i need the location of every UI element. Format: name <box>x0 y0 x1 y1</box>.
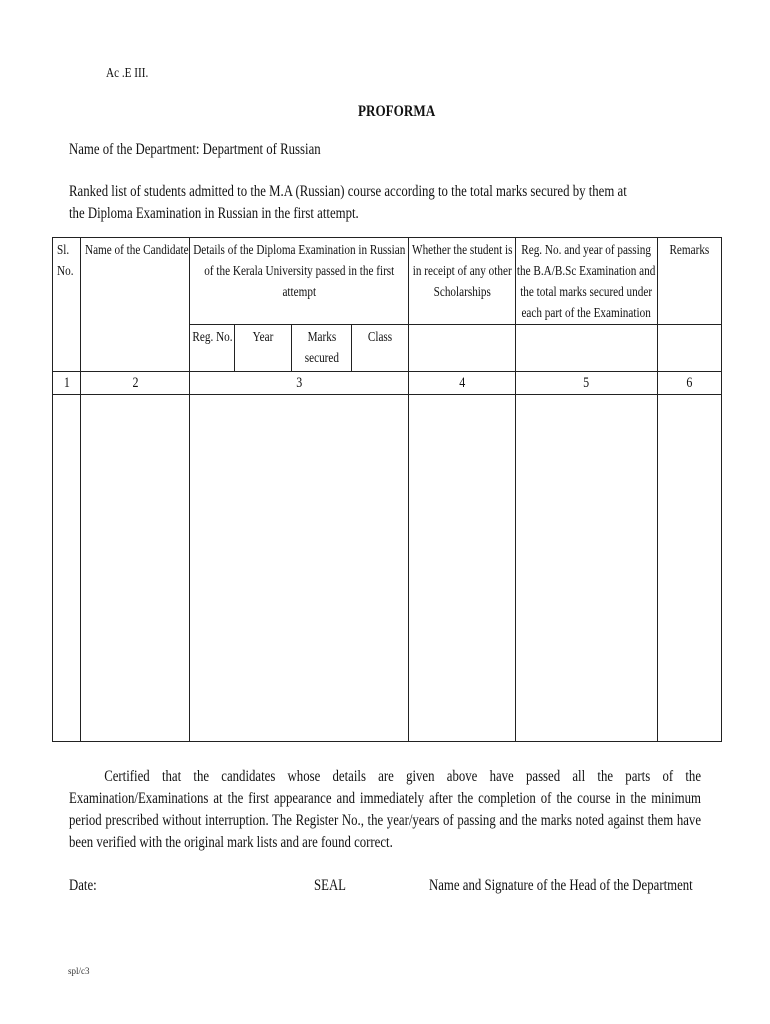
intro-paragraph: Ranked list of students admitted to the M.A (Russian) course according to the total marks secured by them at the Diploma Examination in Russian in the first attempt. <box>69 183 627 222</box>
entry-candidate-name[interactable] <box>81 395 190 742</box>
entry-scholarships[interactable] <box>409 395 516 742</box>
footer-code: spl/c3 <box>68 966 90 976</box>
entry-reg-no-year[interactable] <box>516 395 658 742</box>
seal-label: SEAL <box>314 877 346 894</box>
column-number: 6 <box>658 372 722 395</box>
proforma-table <box>52 237 722 742</box>
column-number: 3 <box>190 372 409 395</box>
subheader-class: Class <box>352 325 409 372</box>
department-name: Name of the Department: Department of Russian <box>69 141 321 158</box>
certification-paragraph: Certified that the candidates whose details are given above have passed all the parts of the Examination/Examinations at the first appearance and immediately after the completion of the course in the minimum period prescribed without interruption. The Register No., the year/years of passing and the marks noted against them have been verified with the original mark lists and are found correct. <box>69 768 701 851</box>
column-number: 4 <box>409 372 516 395</box>
subheader-marks: Marks secured <box>292 325 352 372</box>
header-remarks: Remarks <box>658 238 722 325</box>
header-candidate-name: Name of the Candidate <box>81 238 190 372</box>
entry-remarks[interactable] <box>658 395 722 742</box>
header-reg-no-year: Reg. No. and year of passing the B.A/B.Sc Examination and the total marks secured under each part of the Examination <box>516 238 658 325</box>
header-sl-no: Sl. No. <box>53 238 81 372</box>
page-title-text: PROFORMA <box>357 103 436 120</box>
entry-sl-no[interactable] <box>53 395 81 742</box>
empty-cell <box>658 325 722 372</box>
header-diploma-details: Details of the Diploma Examination in Russian of the Kerala University passed in the first attempt <box>190 238 409 325</box>
subheader-year: Year <box>235 325 292 372</box>
subheader-reg-no: Reg. No. <box>190 325 235 372</box>
column-number: 5 <box>516 372 658 395</box>
header-scholarships: Whether the student is in receipt of any other Scholarships <box>409 238 516 325</box>
empty-cell <box>409 325 516 372</box>
reference-code: Ac .E III. <box>106 66 149 81</box>
entry-diploma-details[interactable] <box>190 395 409 742</box>
column-number: 2 <box>81 372 190 395</box>
empty-cell <box>516 325 658 372</box>
page-title <box>0 103 770 121</box>
head-signature-label: Name and Signature of the Head of the Department <box>429 877 693 894</box>
date-label: Date: <box>69 877 97 894</box>
column-number: 1 <box>53 372 81 395</box>
